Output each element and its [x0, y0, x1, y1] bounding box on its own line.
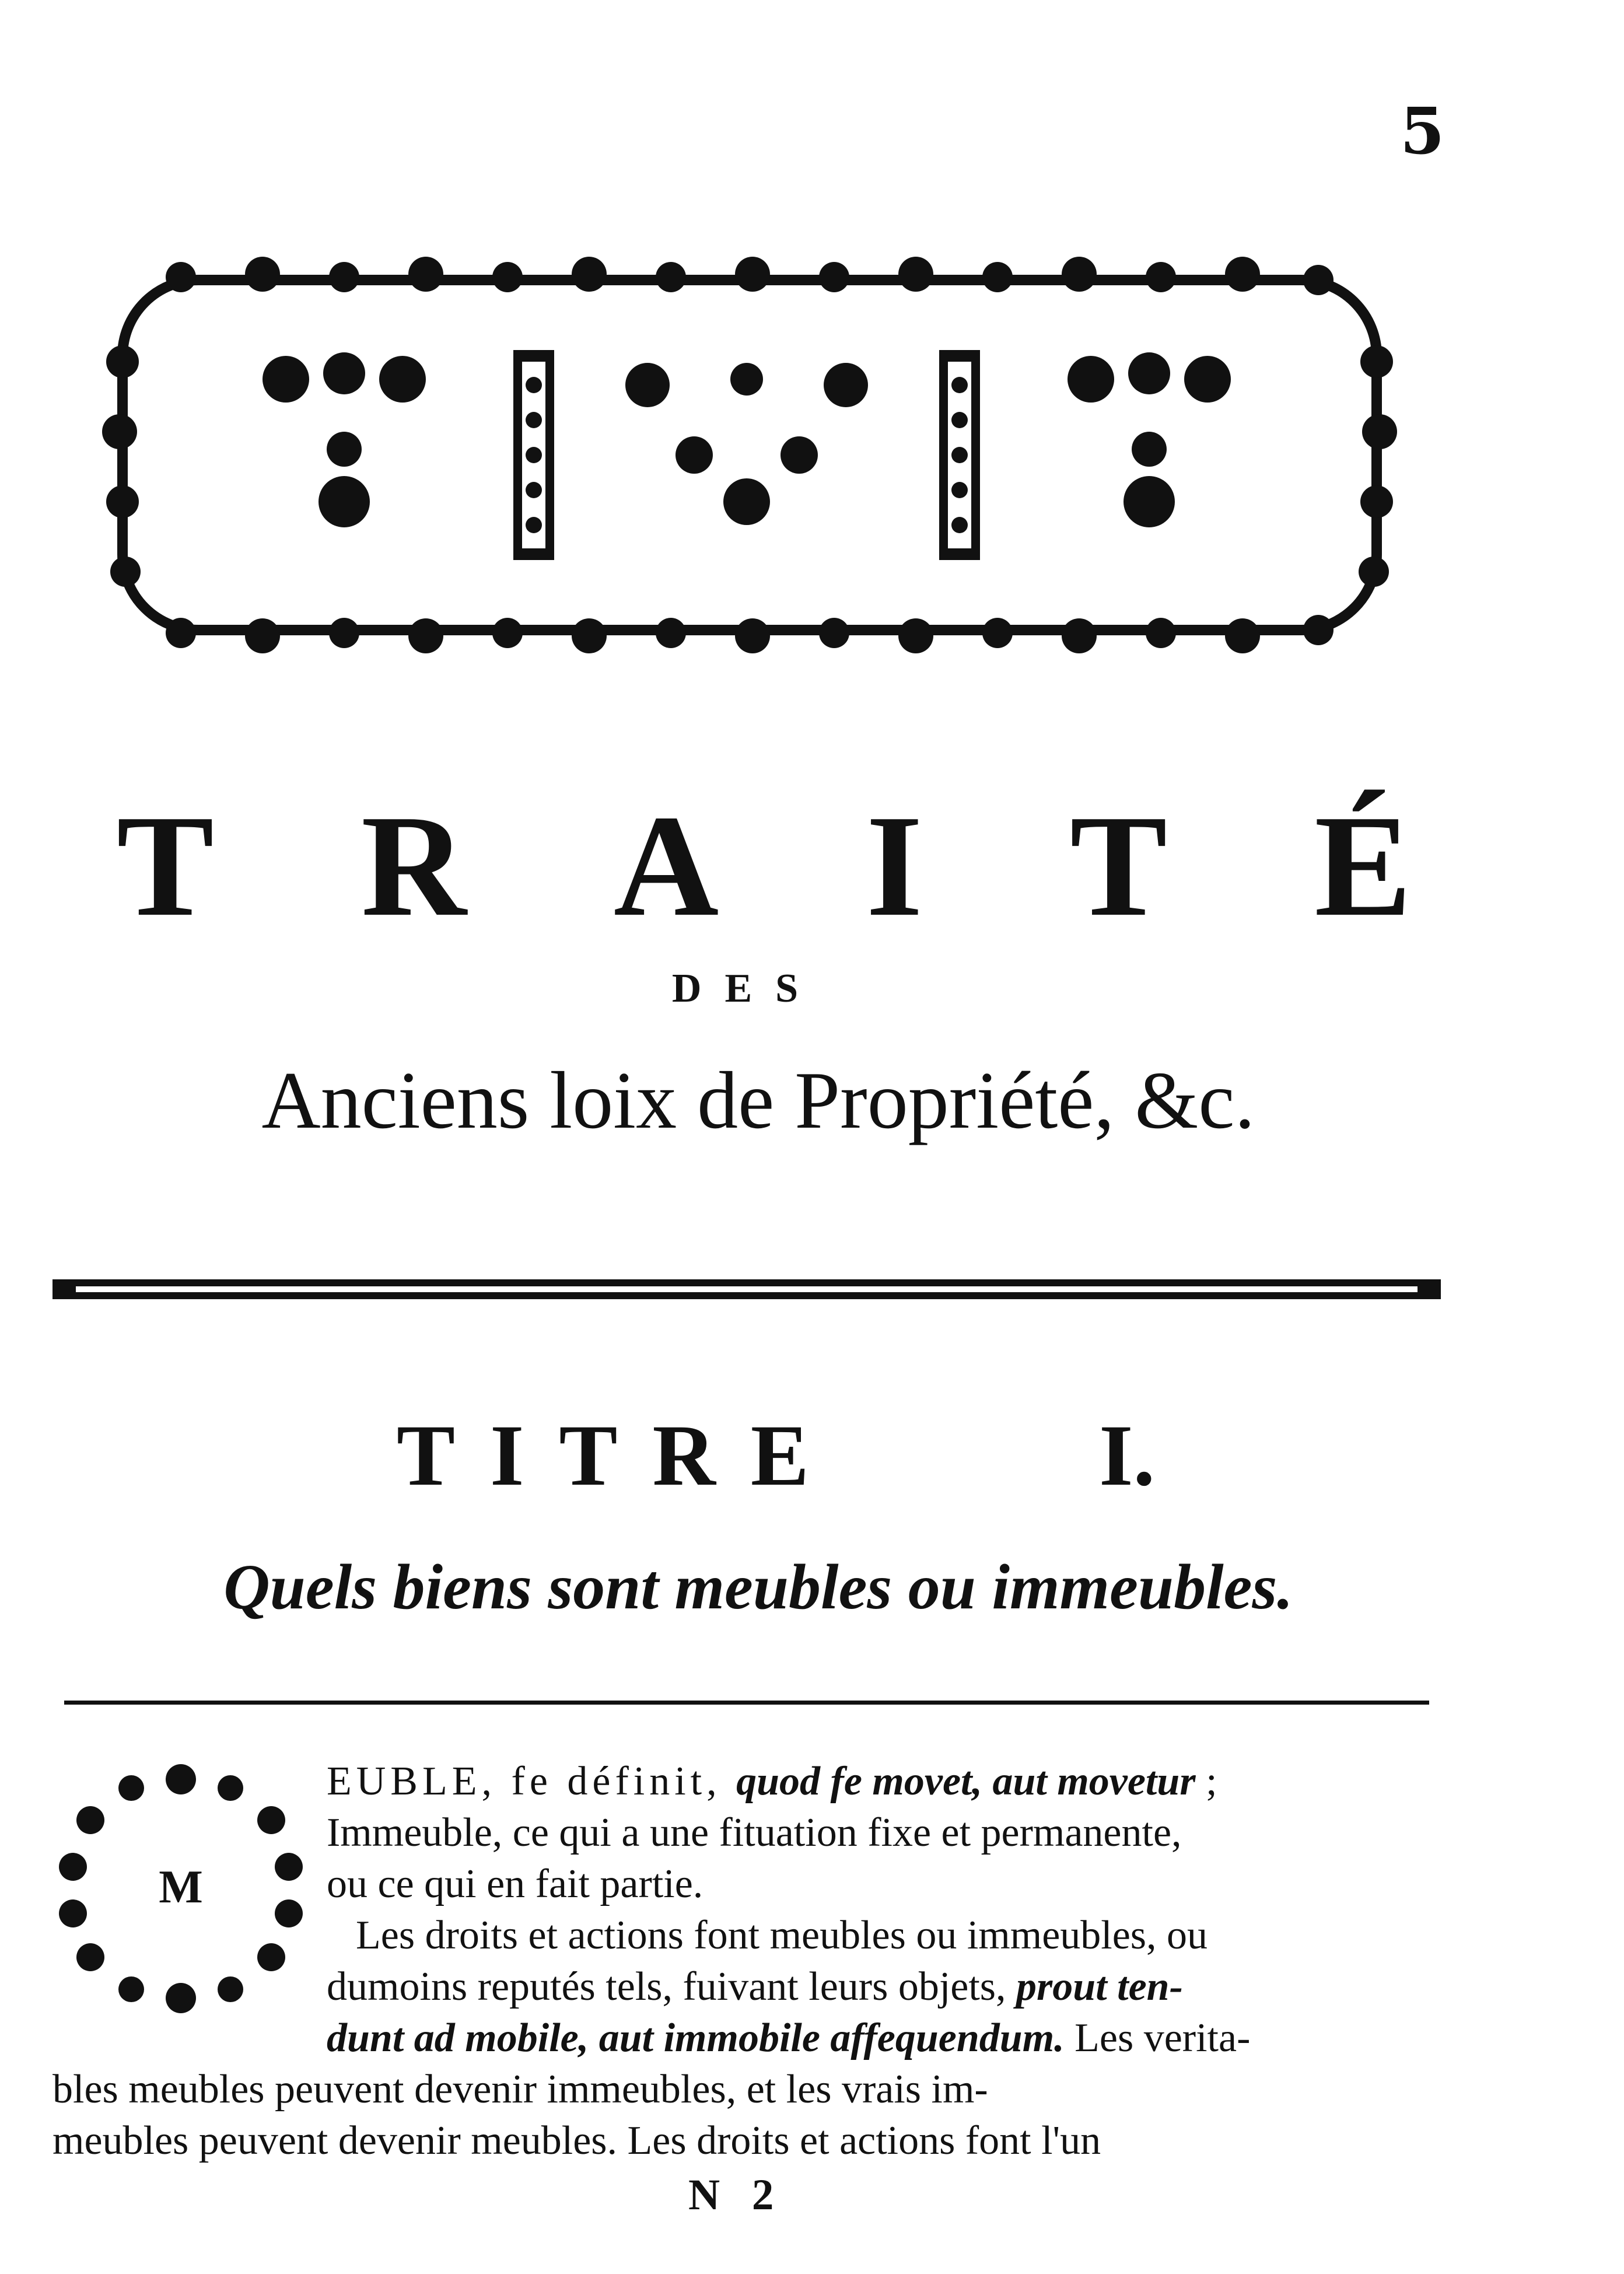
initial-letter: M — [159, 1861, 203, 1913]
text-line: ou ce qui en fait partie. — [327, 1862, 704, 1906]
motif-center — [625, 363, 868, 525]
text-line — [327, 1961, 1183, 2013]
chapter-heading-word: TITRE — [397, 1407, 844, 1504]
text-run: Les verita- — [1064, 2016, 1251, 2060]
title-letter: A — [613, 785, 719, 947]
text-line: Immeuble, ce qui a une fituation fixe et permanente, — [327, 1810, 1182, 1855]
text-run: dumoins reputés tels, fuivant leurs objets, — [327, 1964, 1017, 2009]
text-run: EUBLE, fe définit, — [327, 1759, 737, 1804]
title-letter: É — [1314, 785, 1412, 947]
garland-top — [166, 257, 1334, 295]
ornamental-headpiece — [88, 245, 1412, 665]
text-run-italic: quod fe movet, aut movetur — [736, 1759, 1196, 1804]
text-line: bles meubles peuvent devenir immeubles, et les vrais im- — [52, 2067, 988, 2112]
ornamental-rule — [52, 1275, 1441, 1304]
chapter-heading-number: I. — [1099, 1407, 1155, 1504]
title-des: DES — [671, 966, 822, 1011]
chapter-heading — [397, 1407, 1155, 1504]
horizontal-rule — [64, 1701, 1429, 1705]
text-run-italic: dunt ad mobile, aut immobile affequendum. — [327, 2016, 1065, 2060]
text-line — [327, 1756, 1435, 1807]
title-letter: T — [117, 785, 214, 947]
page-number: 5 — [1400, 93, 1445, 169]
title-letter: T — [1070, 785, 1167, 947]
text-line: meubles peuvent devenir meubles. Les droits et actions font l'un — [52, 2118, 1101, 2163]
text-run-italic: prout ten- — [1016, 1964, 1183, 2009]
signature-mark: N 2 — [688, 2171, 785, 2219]
motif-right — [1068, 352, 1231, 527]
text-run: ; — [1195, 1759, 1217, 1804]
garland-bottom — [166, 615, 1334, 653]
chapter-subtitle: Quels biens sont meubles ou immeubles. — [223, 1551, 1293, 1622]
title-letter: I — [866, 785, 923, 947]
title-letter: R — [361, 785, 467, 947]
title-subject: Anciens loix de Propriété, &c. — [261, 1055, 1255, 1146]
text-line — [327, 2013, 1250, 2064]
text-line: Les droits et actions font meubles ou immeubles, ou — [356, 1913, 1208, 1958]
title-traite — [117, 785, 1412, 947]
motif-left — [262, 352, 426, 527]
